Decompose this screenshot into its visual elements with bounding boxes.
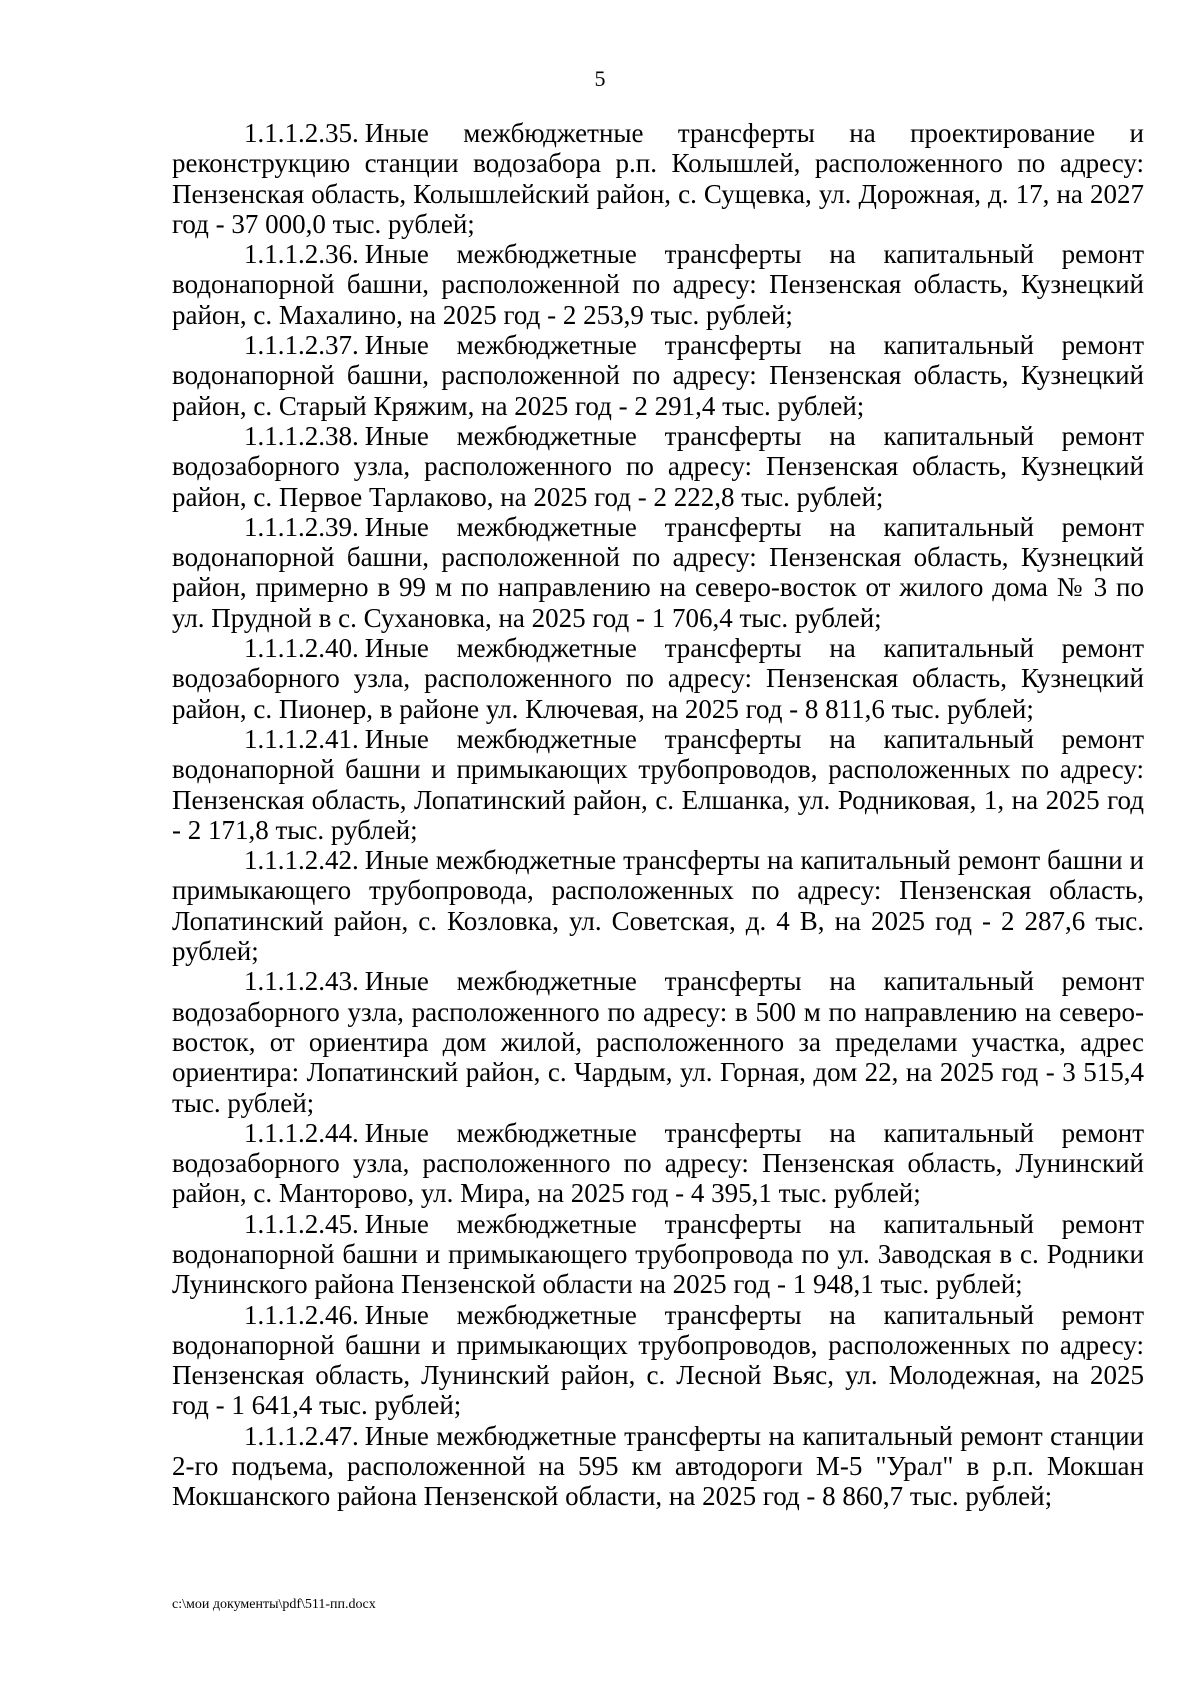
list-item <box>172 1421 1144 1512</box>
list-item <box>172 1300 1144 1421</box>
item-text: Иные межбюджетные трансферты на капитальный ремонт водонапорной башни, расположенной по адресу: Пензенская область, Кузнецкий район, с. Махалино, на 2025 год - 2 253,9 тыс. рублей; <box>172 239 1144 330</box>
item-text: Иные межбюджетные трансферты на капитальный ремонт водозаборного узла, расположенного по адресу: в 500 м по направлению на северо-восток, от ориентира дом жилой, расположенного за пределами участка, адрес ориентира: Лопатинский район, с. Чардым, ул. Горная, дом 22, на 2025 год - 3 515,4 тыс. рублей; <box>172 966 1144 1118</box>
item-text: Иные межбюджетные трансферты на капитальный ремонт водозаборного узла, расположенного по адресу: Пензенская область, Кузнецкий район, с. Первое Тарлаково, на 2025 год - 2 222,8 тыс. рублей; <box>172 420 1144 512</box>
item-text: Иные межбюджетные трансферты на капитальный ремонт башни и примыкающего трубопровода, расположенных по адресу: Пензенская область, Лопатинский район, с. Козловка, ул. Советская, д. 4 В, на 2025 год - 2 287,6 тыс. рублей; <box>172 845 1144 967</box>
item-number: 1.1.1.2.45. <box>244 1208 359 1239</box>
item-number: 1.1.1.2.38. <box>244 420 359 451</box>
document-body <box>172 118 1144 1512</box>
item-number: 1.1.1.2.43. <box>244 966 359 997</box>
list-item <box>172 633 1144 724</box>
list-item <box>172 1209 1144 1300</box>
list-item <box>172 118 1144 239</box>
list-item <box>172 724 1144 845</box>
item-number: 1.1.1.2.37. <box>244 330 359 361</box>
page-number: 5 <box>594 66 606 91</box>
list-item <box>172 966 1144 1117</box>
item-number: 1.1.1.2.39. <box>244 511 359 542</box>
item-number: 1.1.1.2.47. <box>244 1420 359 1451</box>
item-number: 1.1.1.2.42. <box>244 845 359 876</box>
item-text: Иные межбюджетные трансферты на капитальный ремонт водозаборного узла, расположенного по адресу: Пензенская область, Лунинский район, с. Манторово, ул. Мира, на 2025 год - 4 395,1 тыс. рублей; <box>172 1117 1144 1209</box>
footer-file-path: c:\мои документы\pdf\511-пп.docx <box>172 1597 376 1612</box>
item-text: Иные межбюджетные трансферты на капитальный ремонт станции 2-го подъема, расположенной на 595 км автодороги М-5 "Урал" в р.п. Мокшан Мокшанского района Пензенской области, на 2025 год - 8 860,7 тыс. рублей; <box>172 1420 1144 1512</box>
item-text: Иные межбюджетные трансферты на капитальный ремонт водонапорной башни и примыкающих трубопроводов, расположенных по адресу: Пензенская область, Лопатинский район, с. Елшанка, ул. Родниковая, 1, на 2025 год - 2 171,8 тыс. рублей; <box>172 723 1144 845</box>
item-number: 1.1.1.2.41. <box>244 723 359 754</box>
item-number: 1.1.1.2.44. <box>244 1117 359 1148</box>
item-number: 1.1.1.2.46. <box>244 1299 359 1330</box>
item-text: Иные межбюджетные трансферты на капитальный ремонт водозаборного узла, расположенного по адресу: Пензенская область, Кузнецкий район, с. Пионер, в районе ул. Ключевая, на 2025 год - 8 811,6 тыс. рублей; <box>172 633 1144 724</box>
list-item <box>172 512 1144 633</box>
list-item <box>172 1118 1144 1209</box>
item-number: 1.1.1.2.40. <box>244 633 359 664</box>
list-item <box>172 845 1144 966</box>
list-item <box>172 421 1144 512</box>
item-text: Иные межбюджетные трансферты на капитальный ремонт водонапорной башни и примыкающих трубопроводов, расположенных по адресу: Пензенская область, Лунинский район, с. Лесной Вьяс, ул. Молодежная, на 2025 год - 1 641,4 тыс. рублей; <box>172 1299 1144 1421</box>
list-item <box>172 330 1144 421</box>
item-number: 1.1.1.2.35. <box>244 118 359 148</box>
item-text: Иные межбюджетные трансферты на проектирование и реконструкцию станции водозабора р.п. Колышлей, расположенного по адресу: Пензенская область, Колышлейский район, с. Сущевка, ул. Дорожная, д. 17, на 2027 год - 37 000,0 тыс. рублей; <box>172 118 1144 239</box>
item-text: Иные межбюджетные трансферты на капитальный ремонт водонапорной башни, расположенной по адресу: Пензенская область, Кузнецкий район, примерно в 99 м по направлению на северо-восток от жилого дома № 3 по ул. Прудной в с. Сухановка, на 2025 год - 1 706,4 тыс. рублей; <box>172 511 1144 633</box>
item-text: Иные межбюджетные трансферты на капитальный ремонт водонапорной башни, расположенной по адресу: Пензенская область, Кузнецкий район, с. Старый Кряжим, на 2025 год - 2 291,4 тыс. рублей; <box>172 330 1144 421</box>
item-number: 1.1.1.2.36. <box>244 239 359 270</box>
item-text: Иные межбюджетные трансферты на капитальный ремонт водонапорной башни и примыкающего трубопровода по ул. Заводская в с. Родники Лунинского района Пензенской области на 2025 год - 1 948,1 тыс. рублей; <box>172 1208 1144 1300</box>
list-item <box>172 239 1144 330</box>
